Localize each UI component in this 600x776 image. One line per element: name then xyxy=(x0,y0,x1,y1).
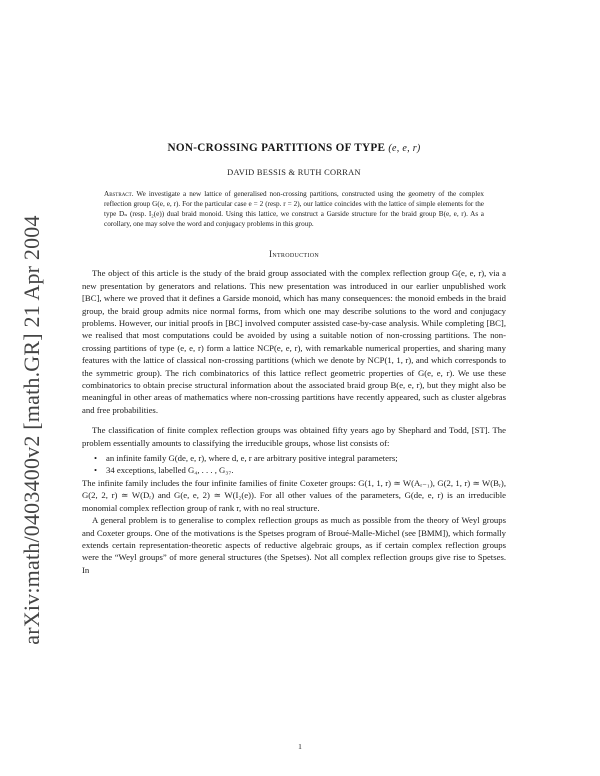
bullet-text: an infinite family G(de, e, r), where d, e, r are arbitrary positive integral parameters; xyxy=(106,453,398,464)
bullet-list xyxy=(82,452,506,477)
page-number: 1 xyxy=(298,742,302,751)
abstract-label: Abstract. xyxy=(104,190,134,198)
list-item xyxy=(94,452,506,464)
title-param: (e, e, r) xyxy=(388,143,421,154)
list-item xyxy=(94,464,506,476)
abstract-text: We investigate a new lattice of generalised non-crossing partitions, constructed using the geometry of the complex reflection group G(e, e, r). For the particular case e = 2 (resp. r = 2), our lattice coincides with the lattice of simple elements for the type Dₙ (resp. I₂(e)) dual braid monoid. Using this lattice, we construct a Garside structure for the braid group B(e, e, r). As a corollary, one may solve the word and conjugacy problems in this group. xyxy=(104,190,484,229)
section-heading: Introduction xyxy=(269,249,319,260)
paragraph-2: The classification of finite complex reflection groups was obtained fifty years ago by Shephard and Todd, [ST]. The problem essentially amounts to classifying the irreducible groups, whose list consists of: xyxy=(82,425,506,448)
paragraph-3: The infinite family includes the four infinite families of finite Coxeter groups: G(1, 1, r) ≃ W(Aᵣ₋₁), G(2, 1, r) ≃ W(Bᵣ), G(2, 2, r) ≃ W(Dᵣ) and G(e, e, 2) ≃ W(I₂(e)). For all other values of the parameters, G(de, e, r) is an irreducible monomial complex reflection group of rank r, with no real structure. xyxy=(82,477,506,513)
paragraph-1: The object of this article is the study of the braid group associated with the complex reflection group G(e, e, r), via a new presentation by generators and relations. This new presentation was introduced in our earlier unpublished work [BC], where we proved that it defines a Garside monoid, which has many consequences: the monoid embeds in the braid group, the braid group admits nice normal forms, from which one may describe solutions to the word and conjugacy problems. However, our initial proofs in [BC] involved computer assisted case-by-case analysis. While completing [BC], we realised that most computations could be avoided by using a suitable notion of non-crossing partitions. The non-crossing partitions of type (e, e, r) form a lattice NCP(e, e, r), with remarkable numerical properties, and sharing many features with the lattice of classical non-crossing partitions (which we denote by NCP(1, 1, r), and which corresponds to the symmetric group). The rich combinatorics of this lattice reflect geometric properties of G(e, e, r). We use these combinatorics to obtain precise structural information about the associated braid group B(e, e, r), but they might also be meaningful in other areas of mathematics where non-crossing partitions have recently appeared, such as cluster algebras and free probabilities. xyxy=(82,268,506,415)
arxiv-side-stamp: arXiv:math/0403400v2 [math.GR] 21 Apr 2004 xyxy=(19,215,44,645)
title-text: NON-CROSSING PARTITIONS OF TYPE xyxy=(167,142,386,154)
paper-title xyxy=(82,142,506,154)
bullet-icon: • xyxy=(94,453,98,464)
paragraph-4: A general problem is to generalise to complex reflection groups as much as possible from the theory of Weyl groups and Coxeter groups. One of the motivations is the Spetses program of Broué-Malle-Michel (see [BMM]), which formally extends certain representation-theoretic aspects of reductive algebraic groups, as if certain complex reflection groups were the “Weyl groups” of more general structures (the Spetses). Not all complex reflection groups give rise to Spetses. In xyxy=(82,515,506,575)
authors: DAVID BESSIS & RUTH CORRAN xyxy=(227,168,361,177)
bullet-icon: • xyxy=(94,465,98,476)
abstract xyxy=(104,189,484,229)
bullet-text: 34 exceptions, labelled G₄, . . . , G₃₇. xyxy=(106,465,234,476)
paper-page xyxy=(82,142,506,576)
